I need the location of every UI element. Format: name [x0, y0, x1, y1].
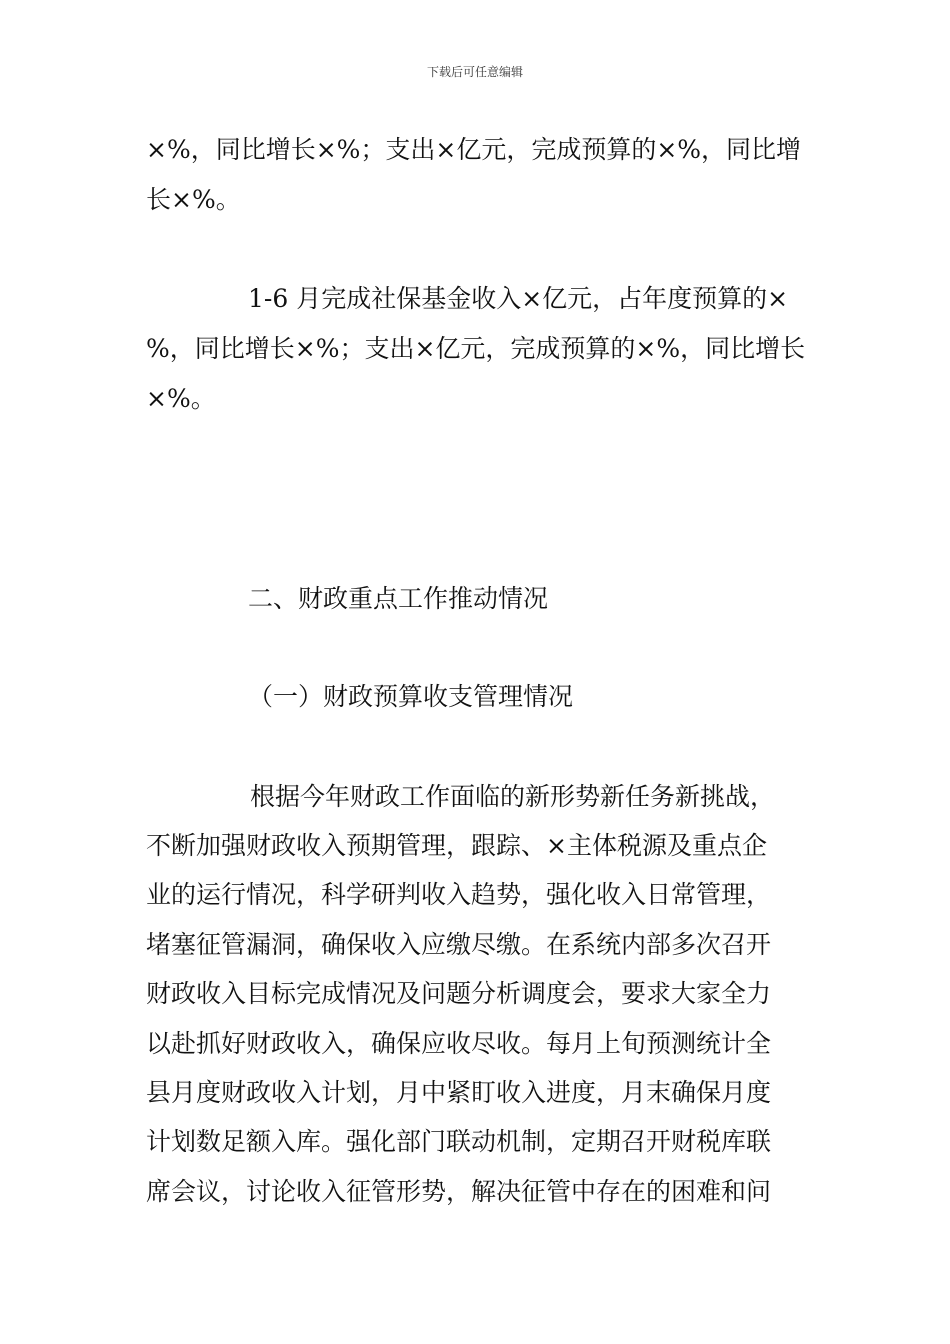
paragraph-3-line: 根据今年财政工作面临的新形势新任务新挑战， [250, 782, 776, 811]
paragraph-3-line: 县月度财政收入计划，月中紧盯收入进度，月末确保月度 [146, 1078, 772, 1107]
section-subheading: （一）财政预算收支管理情况 [248, 682, 574, 711]
paragraph-1-line-2: 长×%。 [146, 185, 241, 214]
paragraph-2-line-1: 1-6 月完成社保基金收入×亿元，占年度预算的× [248, 284, 789, 313]
paragraph-3-line: 不断加强财政收入预期管理，跟踪、×主体税源及重点企 [146, 831, 767, 860]
paragraph-3-line: 业的运行情况，科学研判收入趋势，强化收入日常管理， [146, 880, 772, 909]
paragraph-3-line: 席会议，讨论收入征管形势，解决征管中存在的困难和问 [146, 1177, 772, 1206]
paragraph-3-line: 财政收入目标完成情况及问题分析调度会，要求大家全力 [146, 979, 772, 1008]
paragraph-2-line-3: ×%。 [146, 384, 216, 413]
paragraph-3-line: 堵塞征管漏洞，确保收入应缴尽缴。在系统内部多次召开 [146, 930, 772, 959]
paragraph-1-line-1: ×%，同比增长×%；支出×亿元，完成预算的×%，同比增 [146, 135, 802, 164]
paragraph-2-line-2: %，同比增长×%；支出×亿元，完成预算的×%，同比增长 [146, 334, 806, 363]
paragraph-3-line: 以赴抓好财政收入，确保应收尽收。每月上旬预测统计全 [146, 1029, 772, 1058]
paragraph-3-line: 计划数足额入库。强化部门联动机制，定期召开财税库联 [146, 1127, 772, 1156]
section-heading: 二、财政重点工作推动情况 [248, 584, 549, 613]
page-header-note: 下载后可任意编辑 [426, 65, 523, 79]
